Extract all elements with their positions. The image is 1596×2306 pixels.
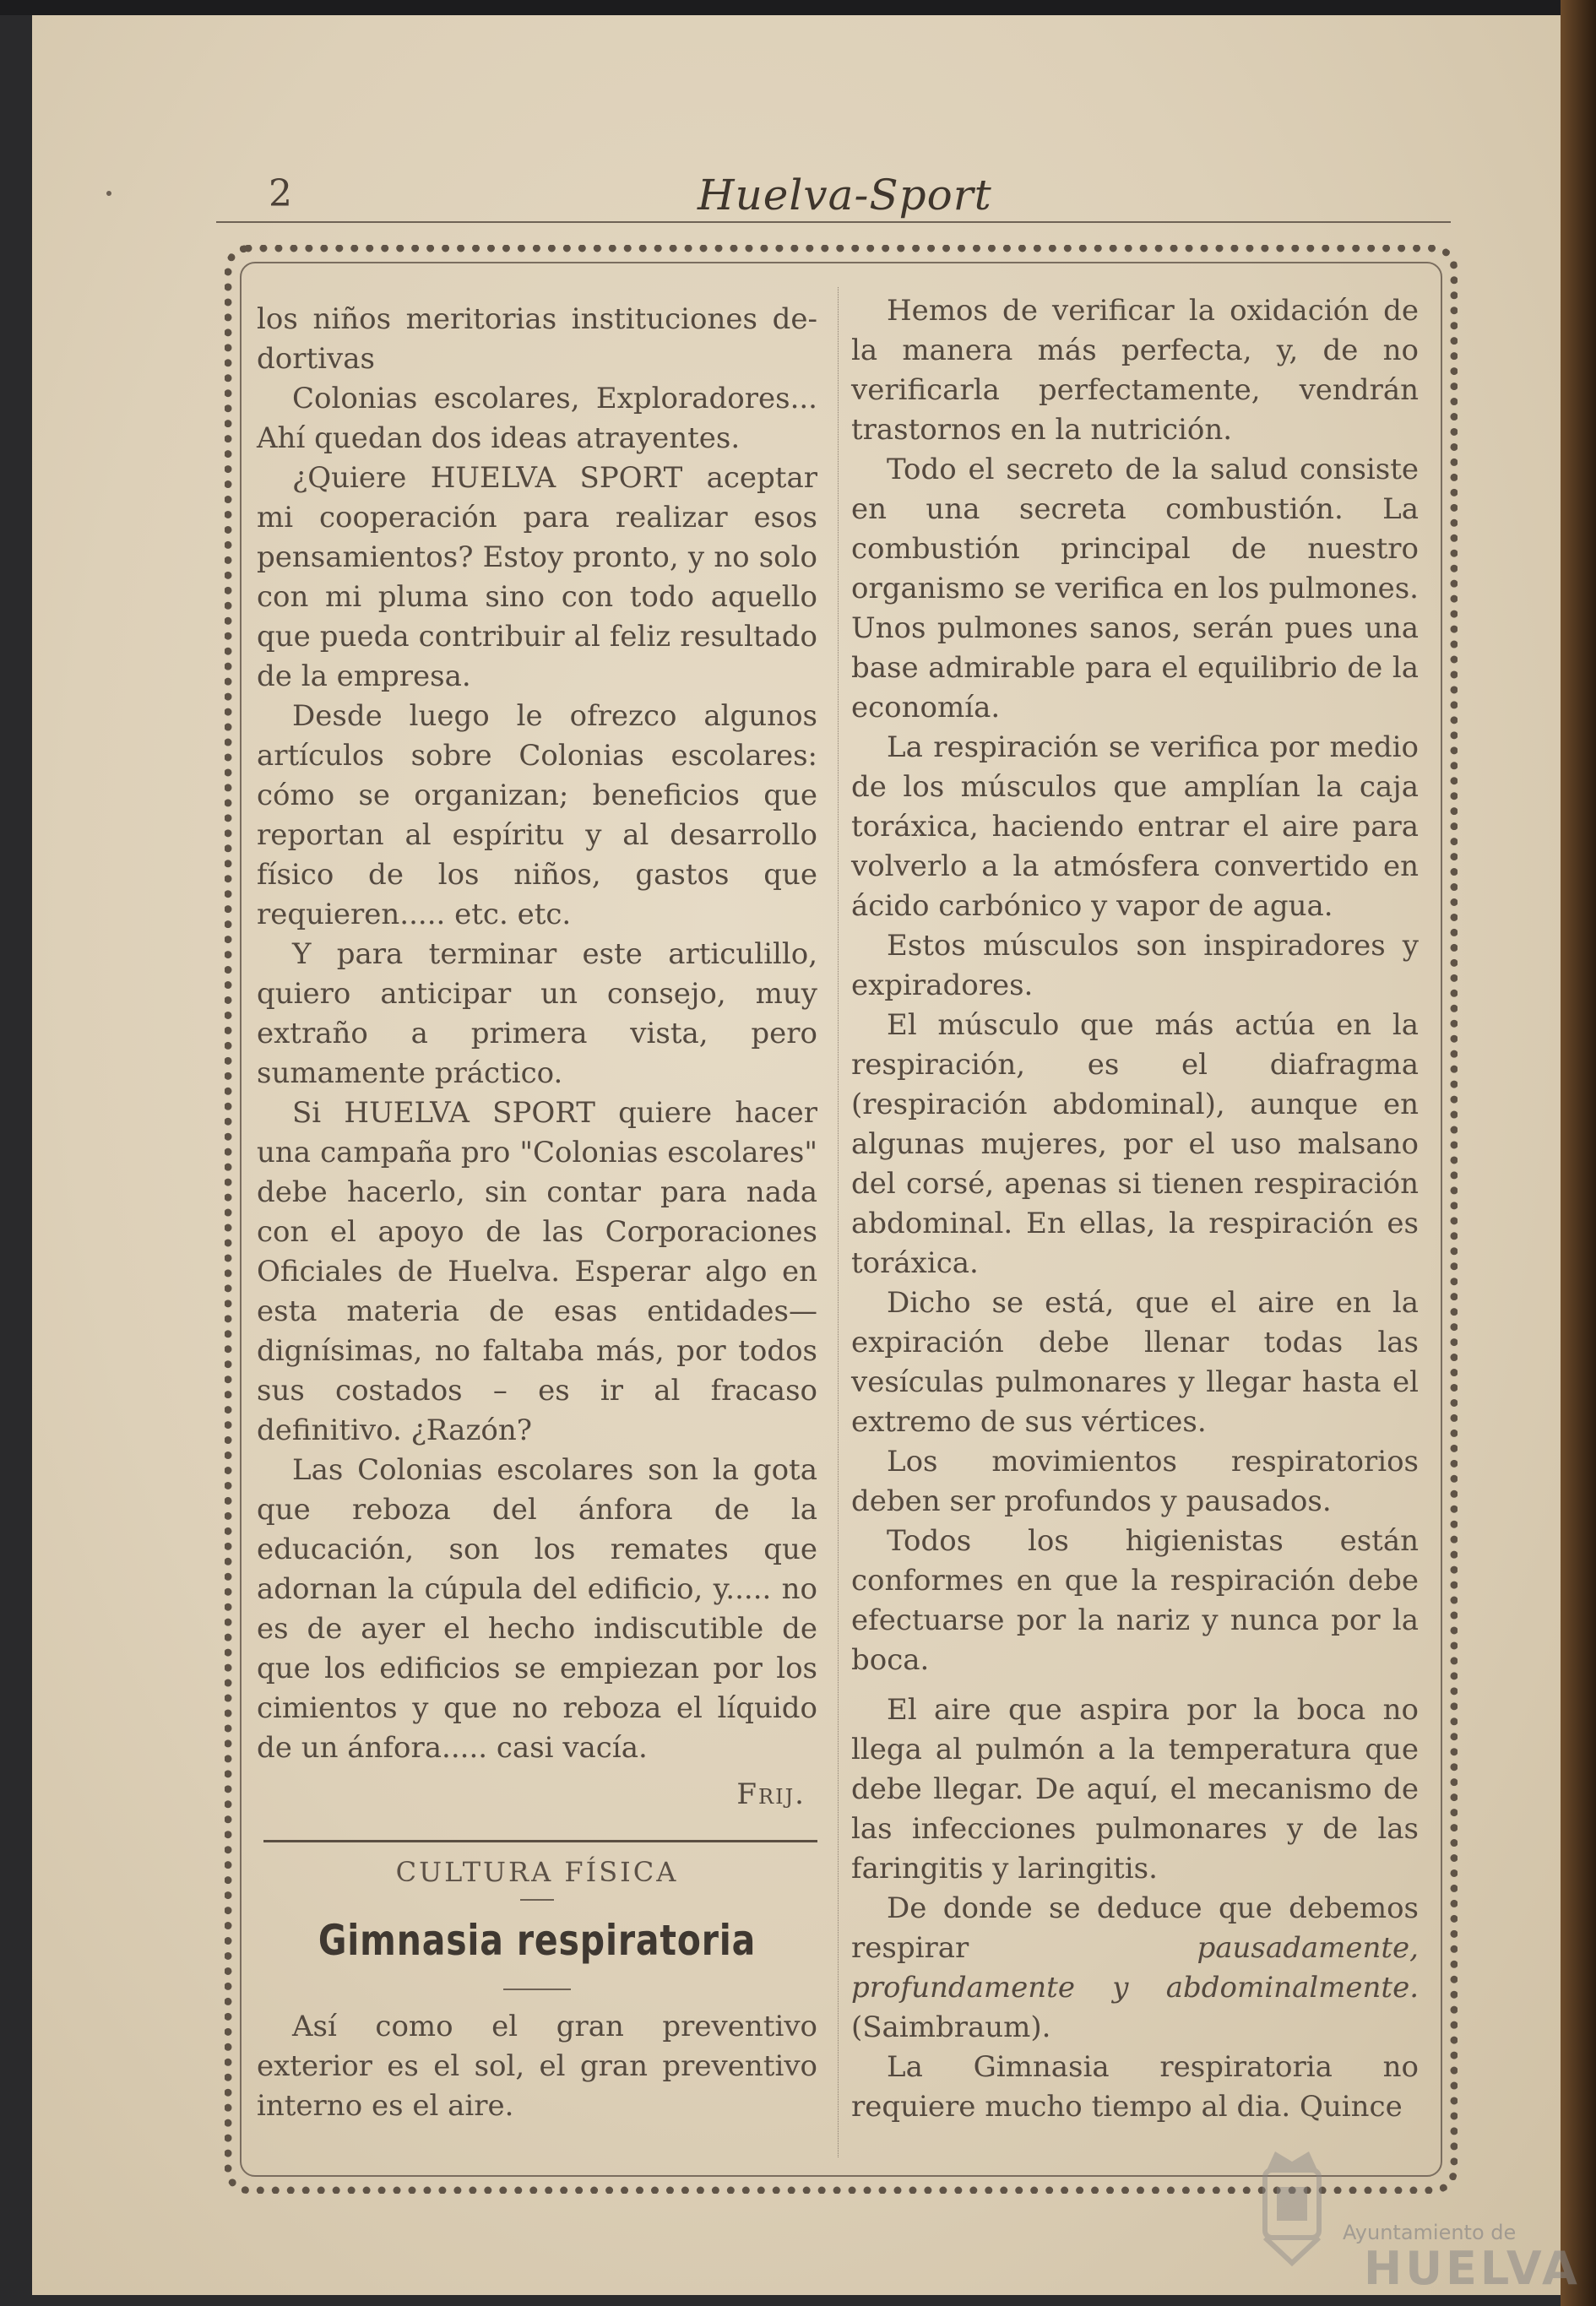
left-column [257, 300, 817, 2126]
title-rule [503, 1989, 571, 1990]
column-divider [838, 287, 839, 2157]
article-paragraph: ¿Quiere HUELVA SPORT aceptar mi cooperación para realizar esos pensamientos? Estoy pronto, y no solo con mi pluma sino con todo aquello que pueda contribuir al feliz resultado de la empresa. [257, 461, 817, 693]
watermark-line1: Ayuntamiento de [1343, 2221, 1517, 2244]
advice-italic: pausadamente, profundamente y abdominalmente. [851, 1931, 1419, 2005]
section-title: Gimnasia respiratoria [318, 1916, 757, 1965]
article-paragraph: los niños meritorias instituciones de-dortivas [257, 302, 817, 376]
city-seal-icon [1250, 2136, 1334, 2271]
article-paragraph: Estos músculos son inspiradores y expiradores. [851, 929, 1419, 1002]
advice-lead: De donde se deduce que debemos respirar [851, 1891, 1419, 1965]
section-separator [263, 1840, 817, 1842]
binding-edge [1561, 0, 1596, 2306]
advice-paragraph [851, 1889, 1419, 2048]
newspaper-title: Huelva-Sport [698, 171, 992, 220]
article-paragraph: Y para terminar este articulillo, quiero anticipar un consejo, muy extraño a primera vista, pero sumamente práctico. [257, 937, 817, 1090]
page-mark [106, 191, 111, 196]
author-signature: Frij. [736, 1777, 806, 1811]
right-column [851, 291, 1419, 2127]
article-paragraph: Todos los higienistas están conformes en que la respiración debe efectuarse por la nariz y nunca por la boca. [851, 1524, 1419, 1677]
article-paragraph: Colonias escolares, Exploradores... Ahí quedan dos ideas atrayentes. [257, 382, 817, 455]
article-paragraph: El aire que aspira por la boca no llega al pulmón a la temperatura que debe llegar. De aquí, el mecanismo de las infecciones pulmonares y de las faringitis y laringitis. [851, 1693, 1419, 1885]
article-paragraph: La respiración se verifica por medio de los músculos que amplían la caja toráxica, haciendo entrar el aire para volverlo a la atmósfera convertido en ácido carbónico y vapor de agua. [851, 730, 1419, 923]
page-header [216, 169, 1451, 228]
page-number: 2 [269, 172, 292, 215]
article-paragraph: La Gimnasia respiratoria no requiere mucho tiempo al dia. Quince [851, 2050, 1419, 2124]
article-paragraph: Los movimientos respiratorios deben ser profundos y pausados. [851, 1445, 1419, 1518]
top-edge [0, 0, 1596, 15]
header-rule [216, 221, 1451, 223]
article-paragraph: Dicho se está, que el aire en la expiración debe llenar todas las vesículas pulmonares y llegar hasta el extremo de sus vértices. [851, 1286, 1419, 1439]
kicker-rule [520, 1899, 554, 1901]
article-paragraph: Si HUELVA SPORT quiere hacer una campaña pro "Colonias escolares" debe hacerlo, sin contar para nada con el apoyo de las Corporaciones Oficiales de Huelva. Esperar algo en esta materia de esas entidades—dignísimas, no faltaba más, por todos sus costados – es ir al fracaso definitivo. ¿Razón? [257, 1096, 817, 1447]
article-paragraph: Las Colonias escolares son la gota que reboza del ánfora de la educación, son los remates que adornan la cúpula del edificio, y..... no es de ayer el hecho indiscutible de que los edificios se empiezan por los cimientos y que no reboza el líquido de un ánfora..... casi vacía. [257, 1453, 817, 1765]
section-intro: Así como el gran preventivo exterior es el sol, el gran preventivo interno es el aire. [257, 2010, 817, 2123]
article-paragraph: El músculo que más actúa en la respiración, es el diafragma (respiración abdominal), aunque en algunas mujeres, por el uso malsano del corsé, apenas si tienen respiración abdominal. En ellas, la respiración es toráxica. [851, 1008, 1419, 1280]
advice-source: (Saimbraum). [851, 2010, 1051, 2044]
article-paragraph: Hemos de verificar la oxidación de la manera más perfecta, y, de no verificarla perfectamente, vendrán trastornos en la nutrición. [851, 294, 1419, 447]
watermark-line2: HUELVA [1364, 2242, 1581, 2295]
section-kicker: CULTURA FÍSICA [395, 1856, 679, 1888]
article-paragraph: Desde luego le ofrezco algunos artículos sobre Colonias escolares: cómo se organizan; beneficios que reportan al espíritu y al desarrollo físico de los niños, gastos que requieren..... etc. etc. [257, 699, 817, 931]
article-paragraph: Todo el secreto de la salud consiste en una secreta combustión. La combustión principal de nuestro organismo se verifica en los pulmones. Unos pulmones sanos, serán pues una base admirable para el equilibrio de la economía. [851, 453, 1419, 724]
